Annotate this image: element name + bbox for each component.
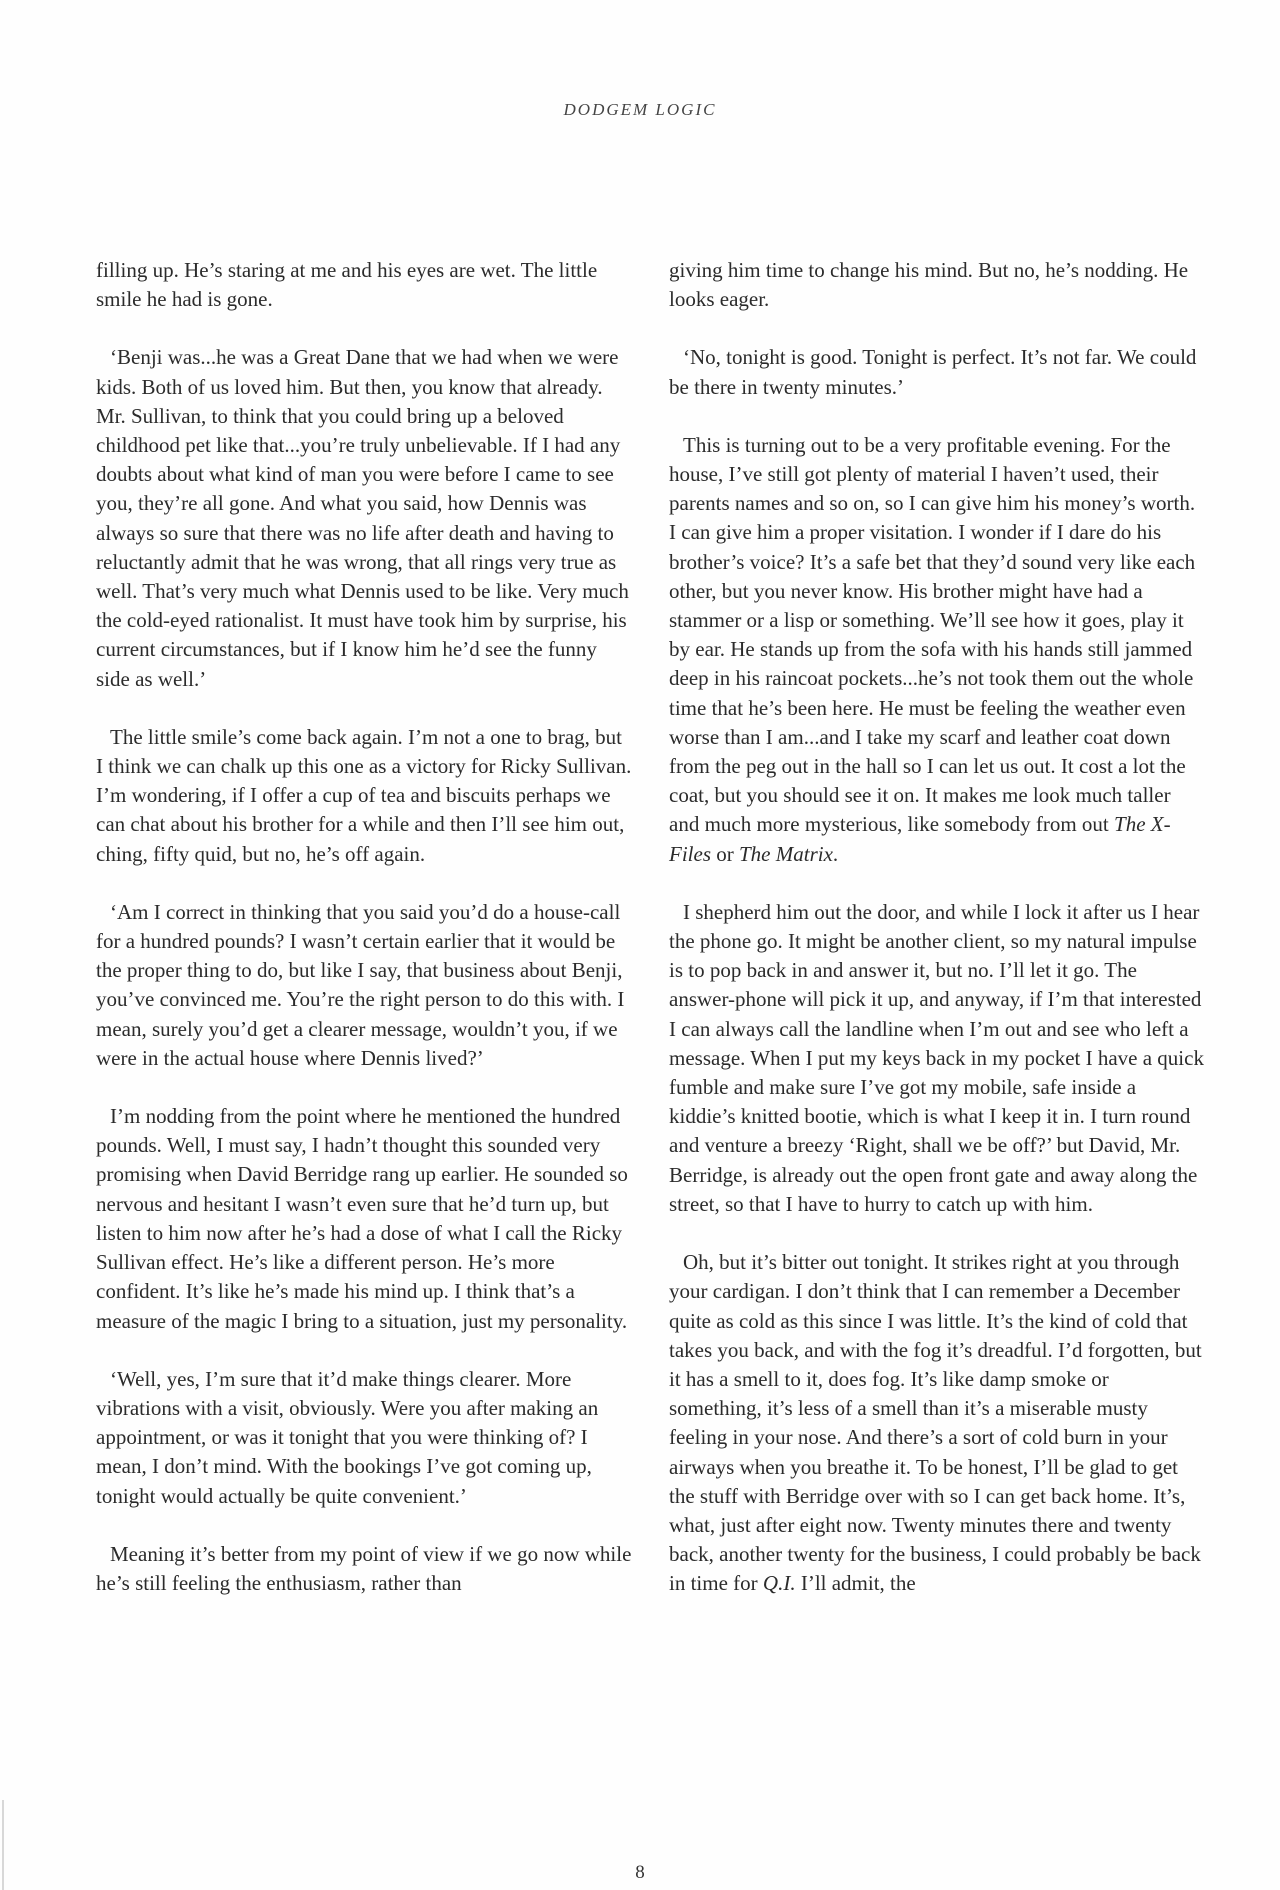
paragraph-tail: I’ll admit, the — [795, 1571, 916, 1596]
paragraph — [669, 431, 1205, 869]
title-qi: Q.I. — [762, 1571, 796, 1596]
page-number: 8 — [635, 1862, 645, 1883]
paragraph: filling up. He’s staring at me and his eyes are wet. The little smile he had is gone. — [96, 258, 598, 312]
sentence-end: . — [832, 841, 839, 866]
paragraph: Meaning it’s better from my point of view if we go now while he’s still feeling the enthusiasm, rather than — [96, 1541, 632, 1595]
paragraph — [669, 1248, 1205, 1598]
paragraph-text: This is turning out to be a very profitable evening. For the house, I’ve still got plenty of material I haven’t used, their parents names and so on, so I can give him his money’s worth. I can give him a proper visitation. I wonder if I dare do his brother’s voice? It’s a safe bet that they’d sound very like each other, but you never know. His brother might have had a stammer or a lisp or something. We’ll see how it goes, play it by ear. He stands up from the sofa with his hands still jammed deep in his raincoat pockets...he’s not took them out the whole time that he’s been here. He must be feeling the weather even worse than I am...and I take my scarf and leather coat down from the peg out in the hall so I can let us out. It cost a lot the coat, but you should see it on. It makes me look much taller and much more mysterious, like somebody from out — [669, 432, 1196, 837]
paragraph: The little smile’s come back again. I’m not a one to brag, but I think we can chalk up this one as a victory for Ricky Sullivan. I’m wondering, if I offer a cup of tea and biscuits perhaps we can chat about his brother for a while and then I’ll see him out, ching, fifty quid, but no, he’s off again. — [96, 724, 632, 866]
paragraph: ‘Benji was...he was a Great Dane that we had when we were kids. Both of us loved him. But then, you know that already. Mr. Sullivan, to think that you could bring up a beloved childhood pet like that...you’re truly unbelievable. If I had any doubts about what kind of man you were before I came to see you, they’re all gone. And what you said, how Dennis was always so sure that there was no life after death and having to reluctantly admit that he was wrong, that all rings very true as well. That’s very much what Dennis used to be like. Very much the cold-eyed rationalist. It must have took him by surprise, his current circumstances, but if I know him he’d see the funny side as well.’ — [96, 345, 629, 691]
title-xfiles: The X-Files — [669, 812, 1171, 866]
left-column — [96, 256, 632, 1627]
paragraph: ‘Well, yes, I’m sure that it’d make things clearer. More vibrations with a visit, obviously. Were you after making an appointment, or was it tonight that you were thinking of? I mean, I don’t mind. With the bookings I’ve got coming up, tonight would actually be quite convenient.’ — [96, 1366, 599, 1508]
paragraph: ‘No, tonight is good. Tonight is perfect. It’s not far. We could be there in twenty minutes.’ — [669, 345, 1197, 399]
paragraph: ‘Am I correct in thinking that you said you’d do a house-call for a hundred pounds? I wasn’t certain earlier that it would be the proper thing to do, but like I say, that business about Benji, you’ve convinced me. You’re the right person to do this with. I mean, surely you’d get a clearer message, wouldn’t you, if we were in the actual house where Dennis lived?’ — [96, 899, 625, 1070]
title-matrix: The Matrix — [739, 841, 833, 866]
paragraph-text: Oh, but it’s bitter out tonight. It strikes right at you through your cardigan. I don’t think that I can remember a December quite as cold as this since I was little. It’s the kind of cold that takes you back, and with the fog it’s dreadful. I’d forgotten, but it has a smell to it, does fog. It’s like damp smoke or something, it’s less of a smell than it’s a miserable musty feeling in your nose. And there’s a sort of cold burn in your airways when you breathe it. To be honest, I’ll be glad to get the stuff with Berridge over with so I can get back home. It’s, what, just after eight now. Twenty minutes there and twenty back, another twenty for the business, I could probably be back in time for — [669, 1250, 1202, 1596]
paragraph: giving him time to change his mind. But no, he’s nodding. He looks eager. — [669, 258, 1189, 312]
conjunction: or — [711, 841, 739, 866]
page-edge-shadow — [2, 1800, 4, 1890]
right-column — [669, 256, 1205, 1628]
running-head: DODGEM LOGIC — [563, 100, 717, 119]
paragraph: I’m nodding from the point where he mentioned the hundred pounds. Well, I must say, I hadn’t thought this sounded very promising when David Berridge rang up earlier. He sounded so nervous and hesitant I wasn’t even sure that he’d turn up, but listen to him now after he’s had a dose of what I call the Ricky Sullivan effect. He’s like a different person. He’s more confident. It’s like he’s made his mind up. I think that’s a measure of the magic I bring to a situation, just my personality. — [96, 1104, 628, 1333]
paragraph: I shepherd him out the door, and while I lock it after us I hear the phone go. It might be another client, so my natural impulse is to pop back in and answer it, but no. I’ll let it go. The answer-phone will pick it up, and anyway, if I’m that interested I can always call the landline when I’m out and see who left a message. When I put my keys back in my pocket I have a quick fumble and make sure I’ve got my mobile, safe inside a kiddie’s knitted bootie, which is what I keep it in. I turn round and venture a breezy ‘Right, shall we be off?’ but David, Mr. Berridge, is already out the open front gate and away along the street, so that I have to hurry to catch up with him. — [669, 899, 1204, 1216]
